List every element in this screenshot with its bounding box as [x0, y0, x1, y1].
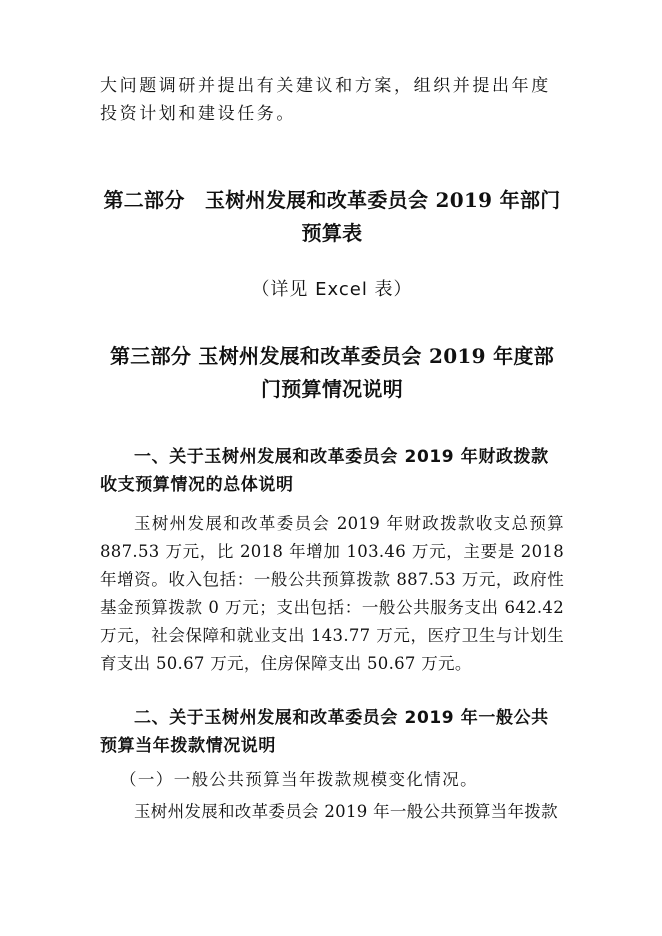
intro-paragraph: 大问题调研并提出有关建议和方案，组织并提出年度投资计划和建设任务。 — [100, 76, 551, 124]
part-three-title: 第三部分 玉树州发展和改革委员会 2019 年度部门预算情况说明 — [109, 344, 555, 401]
section-two-subheading: （一）一般公共预算当年拨款规模变化情况。 — [120, 770, 478, 789]
section-two-heading: 二、关于玉树州发展和改革委员会 2019 年一般公共预算当年拨款情况说明 — [100, 708, 549, 756]
section-one-heading: 一、关于玉树州发展和改革委员会 2019 年财政拨款收支预算情况的总体说明 — [100, 447, 549, 495]
section-one-body: 玉树州发展和改革委员会 2019 年财政拨款收支总预算 887.53 万元，比 2018 年增加 103.46 万元，主要是 2018 年增资。收入包括：一般公共预算拨款 887.53 万元，政府性基金预算拨款 0 万元；支出包括：一般公共服务支出 642.42 万元，社会保障和就业支出 143.77 万元，医疗卫生与计划生育支出 50.67 万元，住房保障支出 50.67 万元。 — [100, 514, 564, 673]
section-two-body: 玉树州发展和改革委员会 2019 年一般公共预算当年拨款 — [134, 802, 558, 821]
excel-note: （详见 Excel 表） — [251, 279, 413, 300]
part-two-title: 第二部分 玉树州发展和改革委员会 2019 年部门预算表 — [103, 188, 561, 245]
